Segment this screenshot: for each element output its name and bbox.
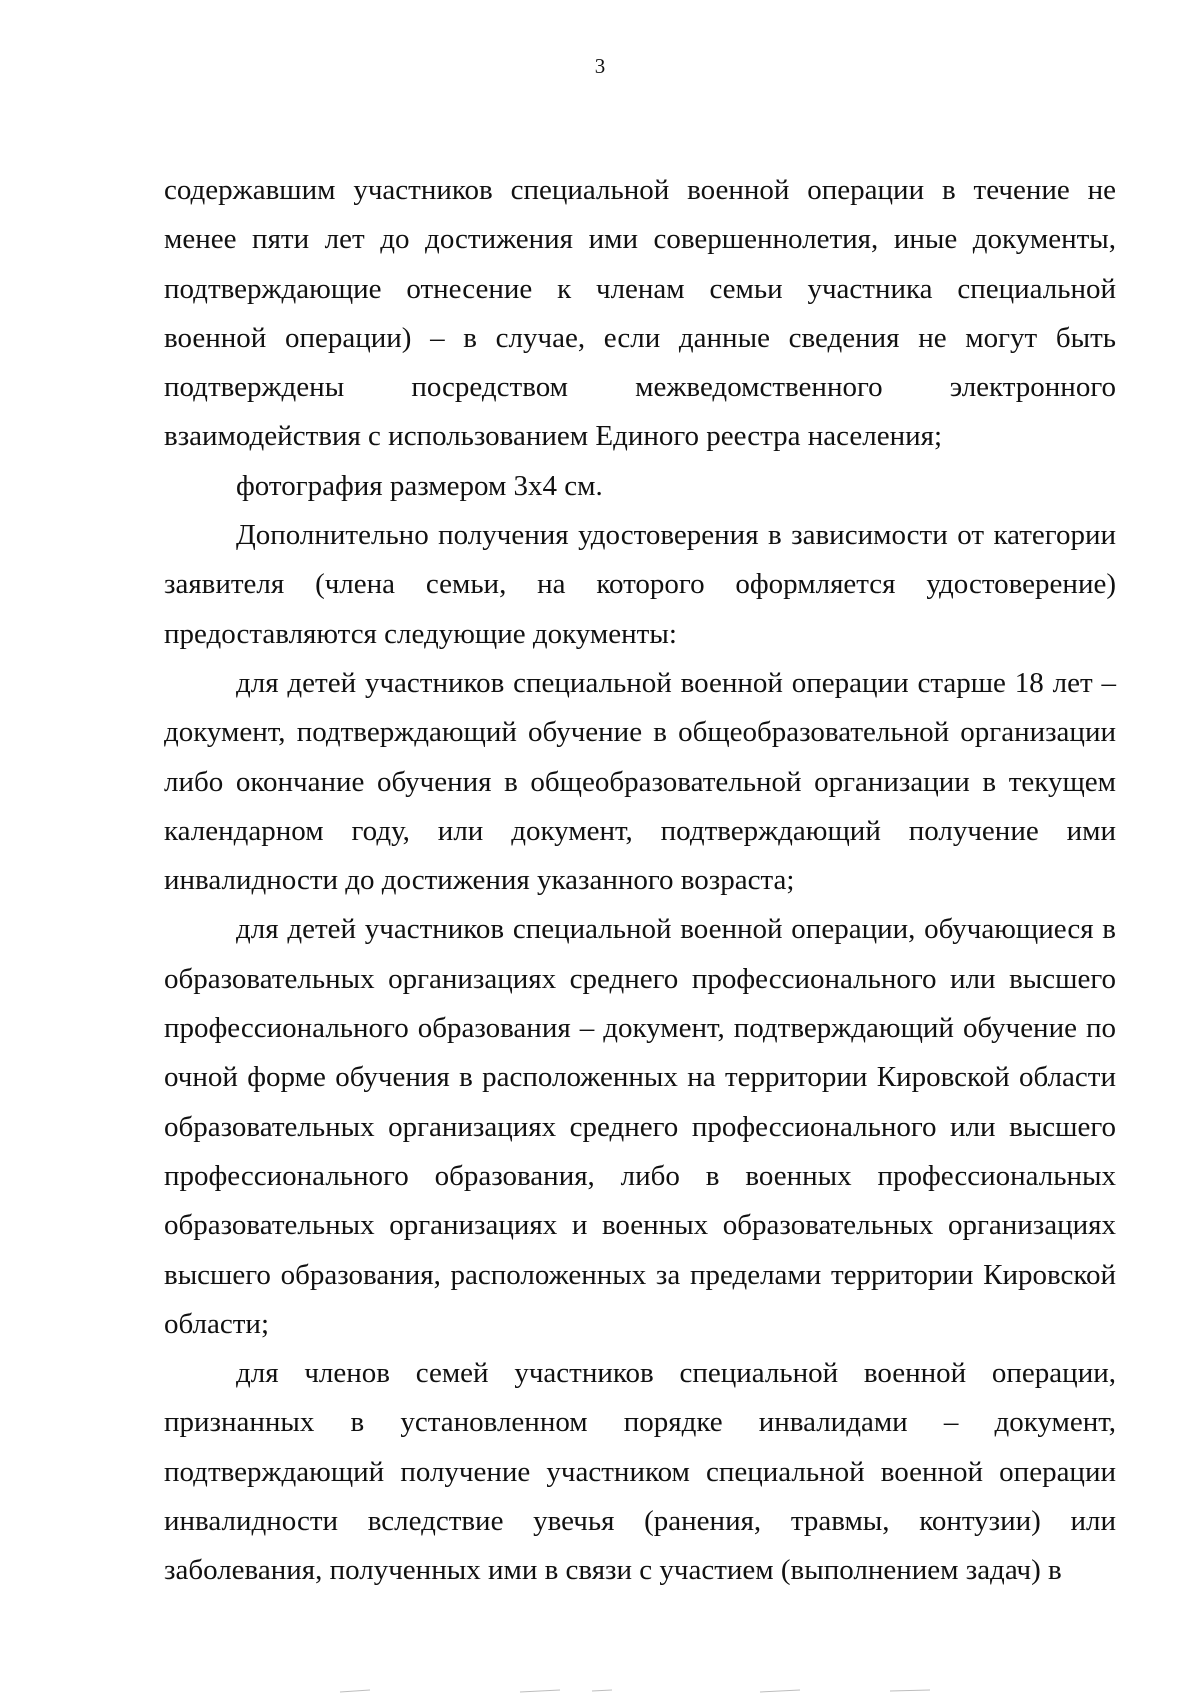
document-body (164, 166, 1116, 1596)
paragraph-children-students: для детей участников специальной военной операции, обучающиеся в образовательных организациях среднего профессионального или высшего профессионального образования – документ, подтверждающий обучение по очной форме обучения в расположенных на территории Кировской области образовательных организациях среднего профессионального или высшего профессионального образования, либо в военных профессиональных образовательных организациях и военных образовательных организациях высшего образования, расположенных за пределами территории Кировской области; (164, 913, 1116, 1340)
next-page-bleed-marks (330, 1688, 970, 1694)
paragraph-additional-documents: Дополнительно получения удостоверения в зависимости от категории заявителя (члена семьи, на которого оформляется удостоверение) предоставляются следующие документы: (164, 519, 1116, 650)
paragraph-family-documents: содержавшим участников специальной военной операции в течение не менее пяти лет до достижения ими совершеннолетия, иные документы, подтверждающие отнесение к членам семьи участника специальной военной операции) – в случае, если данные сведения не могут быть подтверждены посредством межведомственного электронного взаимодействия с использованием Единого реестра населения; (164, 174, 1116, 453)
page-number: 3 (594, 54, 606, 78)
paragraph-photo: фотография размером 3х4 см. (236, 469, 603, 502)
paragraph-disabled-family: для членов семей участников специальной военной операции, признанных в установленном порядке инвалидами – документ, подтверждающий получение участником специальной военной операции инвалидности вследствие увечья (ранения, травмы, контузии) или заболевания, полученных ими в связи с участием (выполнением задач) в (164, 1357, 1116, 1587)
paragraph-children-over-18: для детей участников специальной военной операции старше 18 лет – документ, подтверждающий обучение в общеобразовательной организации либо окончание обучения в общеобразовательной организации в текущем календарном году, или документ, подтверждающий получение ими инвалидности до достижения указанного возраста; (164, 666, 1116, 897)
